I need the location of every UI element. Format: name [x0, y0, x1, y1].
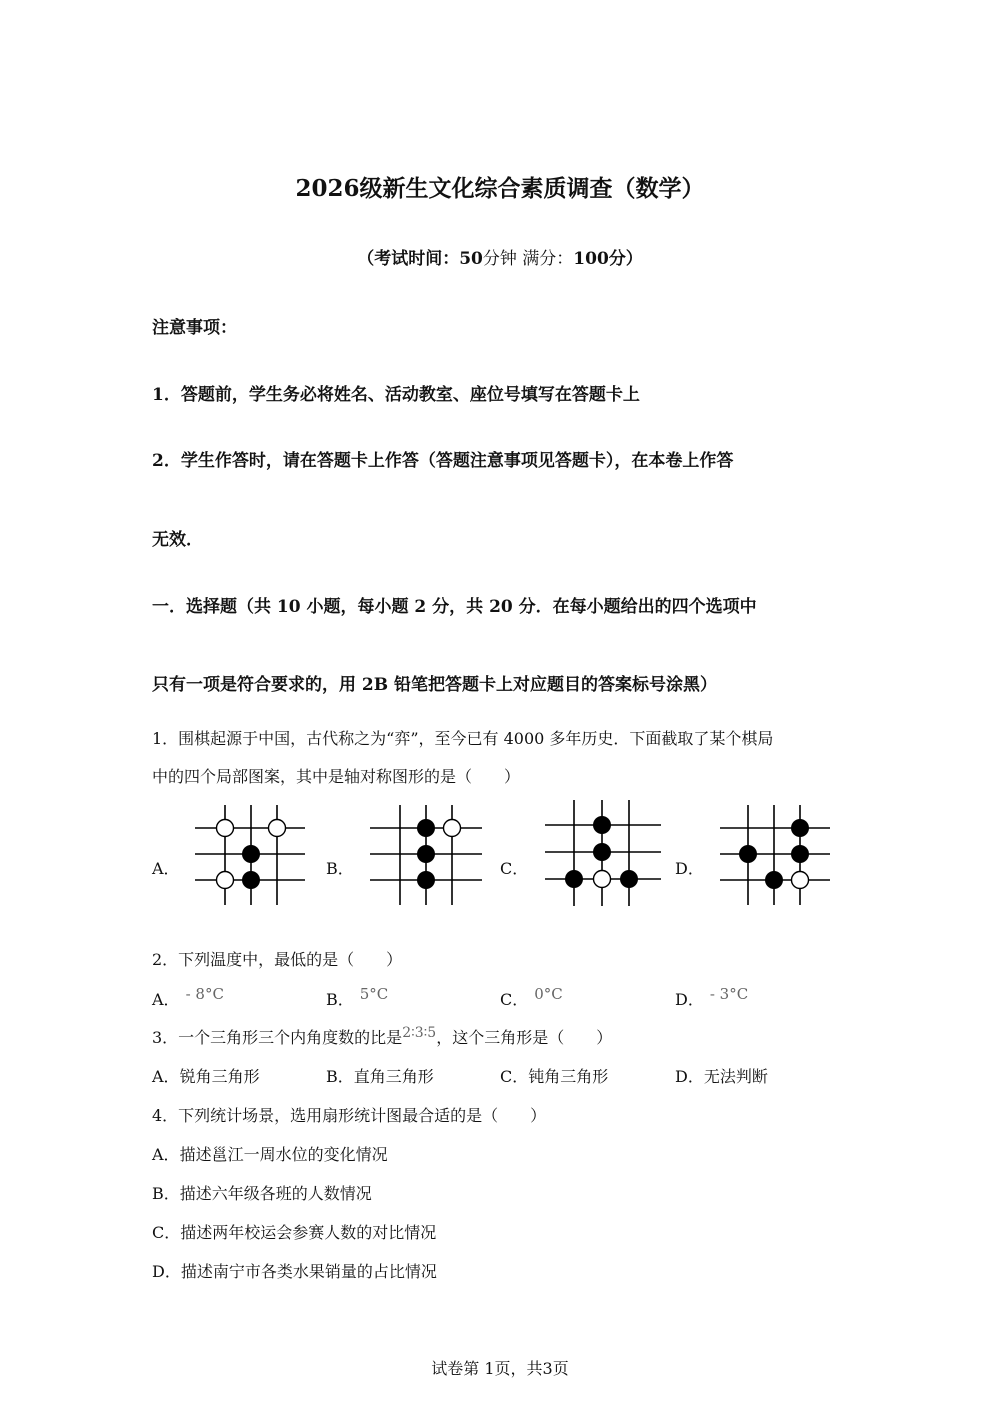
option-label: A．: [152, 1067, 180, 1086]
question-1-text: 1．围棋起源于中国，古代称之为“弈”，至今已有 4000 多年历史．下面截取了某个棋局: [152, 729, 774, 748]
question-3-option-c[interactable]: [500, 1064, 608, 1087]
question-3-text-pre: 3．一个三角形三个内角度数的比是: [152, 1028, 403, 1047]
question-4-option-a[interactable]: [152, 1142, 388, 1165]
option-label: D．: [675, 1067, 704, 1086]
full-score-value: 100: [573, 249, 609, 269]
question-1-option-d[interactable]: D．: [675, 859, 704, 878]
option-text: 钝角三角形: [528, 1067, 609, 1086]
question-3-text: [152, 1025, 612, 1048]
option-label: D．: [152, 1262, 181, 1281]
section-heading-cont: 只有一项是符合要求的，用 2B 铅笔把答题卡上对应题目的答案标号涂黑）: [152, 675, 718, 695]
question-3-ratio: 2∶3∶5: [402, 1025, 437, 1041]
exam-time-unit: 分钟 满分：: [482, 249, 574, 269]
question-3-option-b[interactable]: [326, 1064, 434, 1087]
go-board-pattern-d-icon: [720, 803, 830, 907]
question-1-option-c[interactable]: C．: [500, 859, 529, 878]
option-label: B．: [326, 1067, 354, 1086]
option-label: A．: [152, 1145, 180, 1164]
page-footer: 试卷第 1页，共3页: [431, 1359, 569, 1378]
option-label: B．: [152, 1184, 180, 1203]
go-board-pattern-b-icon: [370, 803, 482, 907]
question-1-option-b[interactable]: B．: [326, 859, 354, 878]
notice-item-2-cont: 无效．: [152, 530, 203, 550]
question-1-text-cont: 中的四个局部图案，其中是轴对称图形的是（ ）: [152, 767, 521, 786]
option-label: B．: [326, 990, 354, 1009]
question-4-option-c[interactable]: [152, 1220, 436, 1243]
option-value: 0°C: [534, 985, 563, 1003]
exam-time-label: （考试时间：: [357, 249, 460, 269]
exam-time-value: 50: [459, 249, 483, 269]
section-heading: 一．选择题（共 10 小题，每小题 2 分，共 20 分．在每小题给出的四个选项中: [152, 597, 757, 617]
question-4-option-d[interactable]: [152, 1259, 437, 1282]
question-4-option-b[interactable]: [152, 1181, 372, 1204]
notice-heading: 注意事项：: [152, 318, 237, 338]
question-3-option-a[interactable]: [152, 1064, 260, 1087]
question-4-text: 4．下列统计场景，选用扇形统计图最合适的是（ ）: [152, 1106, 547, 1125]
question-2-text: 2．下列温度中，最低的是（ ）: [152, 950, 403, 969]
option-label: D．: [675, 990, 704, 1009]
option-text: 描述邕江一周水位的变化情况: [179, 1145, 388, 1164]
option-value: - 8°C: [185, 985, 224, 1003]
option-value: - 3°C: [709, 985, 749, 1003]
option-label: C．: [500, 1067, 529, 1086]
option-label: A．: [152, 990, 180, 1009]
option-label: C．: [500, 990, 529, 1009]
option-text: 描述两年校运会参赛人数的对比情况: [180, 1223, 437, 1242]
notice-item-1: 1．答题前，学生务必将姓名、活动教室、座位号填写在答题卡上: [152, 385, 640, 405]
option-text: 无法判断: [703, 1067, 768, 1086]
question-2-option-b[interactable]: [326, 987, 388, 1010]
option-text: 锐角三角形: [179, 1067, 260, 1086]
go-board-pattern-c-icon: [545, 798, 661, 908]
question-1-option-a[interactable]: A．: [152, 859, 180, 878]
question-2-option-d[interactable]: [675, 987, 748, 1010]
page-title: 2026级新生文化综合素质调查（数学）: [295, 175, 705, 202]
question-2-option-c[interactable]: [500, 987, 563, 1010]
option-text: 描述六年级各班的人数情况: [179, 1184, 372, 1203]
option-label: C．: [152, 1223, 181, 1242]
option-value: 5°C: [359, 985, 389, 1003]
go-board-pattern-a-icon: [195, 803, 305, 907]
question-3-option-d[interactable]: [675, 1064, 768, 1087]
question-2-option-a[interactable]: [152, 987, 224, 1010]
notice-item-2: 2．学生作答时，请在答题卡上作答（答题注意事项见答题卡），在本卷上作答: [152, 451, 734, 471]
option-text: 直角三角形: [353, 1067, 434, 1086]
full-score-unit: 分）: [608, 249, 643, 269]
exam-info: [0, 244, 1000, 269]
question-3-text-post: ，这个三角形是（ ）: [436, 1028, 613, 1047]
option-text: 描述南宁市各类水果销量的占比情况: [180, 1262, 437, 1281]
